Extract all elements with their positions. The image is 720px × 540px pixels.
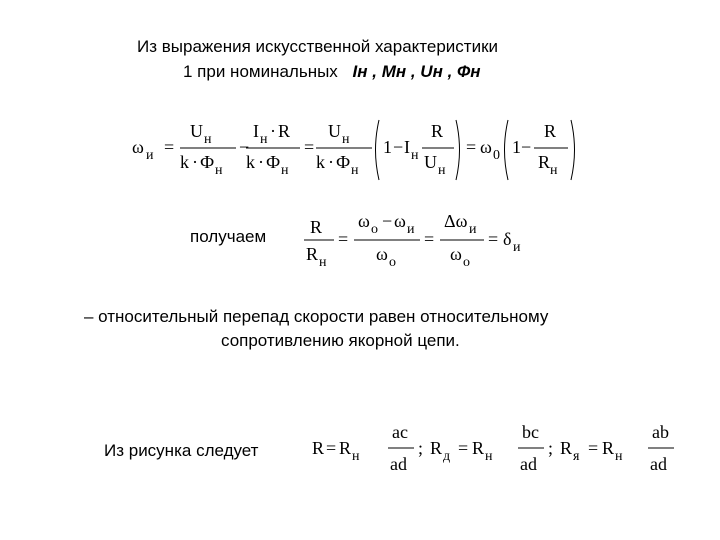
paren-left-1 xyxy=(376,120,380,180)
f2-num-delta-sub: и xyxy=(469,222,477,237)
f3-eq-2: = xyxy=(458,438,469,458)
f2-num-omega0-sub: о xyxy=(371,222,378,237)
f2-delta: δ xyxy=(503,229,512,249)
formula-omega-i xyxy=(128,110,588,190)
frac1-den-k: k xyxy=(180,152,189,172)
frac2-num-sub: н xyxy=(260,132,268,147)
paren-right-2 xyxy=(571,120,575,180)
equals-sign: = xyxy=(164,137,175,157)
omega-sub: и xyxy=(146,148,154,163)
heading-line-2-prefix: 1 при номинальных xyxy=(183,62,338,81)
f2-eq-3: = xyxy=(488,229,499,249)
omega0: ω xyxy=(480,137,492,157)
f2-num-minus: − xyxy=(382,211,393,231)
f3-semi-1: ; xyxy=(418,438,424,458)
f3-frac2-num: bc xyxy=(522,422,539,442)
frac5-den-sub: н xyxy=(550,163,558,178)
paren-left-2 xyxy=(505,120,509,180)
frac5-den-R: R xyxy=(538,152,551,172)
formula-resistances xyxy=(308,418,688,482)
frac2-den-dot: · xyxy=(258,152,264,172)
f3-Rya: R xyxy=(560,438,573,458)
f3-eq-3: = xyxy=(588,438,599,458)
frac3-num-sub: н xyxy=(342,132,350,147)
f2-frac1-den-sub: н xyxy=(319,255,327,270)
equals-sign-2: = xyxy=(304,137,315,157)
f2-den-omega0-sub: о xyxy=(389,255,396,270)
frac2-den-sub: н xyxy=(281,163,289,178)
frac4-den-sub: н xyxy=(438,163,446,178)
frac3-den-k: k xyxy=(316,152,325,172)
statement-line-1: – относительный перепад скорости равен относительному xyxy=(84,307,549,326)
frac1-den-phi: Ф xyxy=(200,152,215,172)
obtain-label: получаем xyxy=(190,227,267,246)
f2-den-omega0: ω xyxy=(376,244,388,264)
f3-frac1-den: ad xyxy=(390,454,407,474)
omega-symbol: ω xyxy=(132,137,144,157)
f3-frac3-num: ab xyxy=(652,422,669,442)
I-n: I xyxy=(404,137,410,157)
frac2-num-dot: · xyxy=(270,121,276,141)
f3-Rya-sub: я xyxy=(573,449,580,464)
f3-Rn-3: R xyxy=(602,438,615,458)
frac3-den-phi: Ф xyxy=(336,152,351,172)
frac2-den-k: k xyxy=(246,152,255,172)
frac2-num-I: I xyxy=(253,121,259,141)
f2-frac1-num: R xyxy=(310,217,323,237)
frac3-den-sub: н xyxy=(351,163,359,178)
f2-num-omegai: ω xyxy=(394,211,406,231)
heading-line-1: Из выражения искусственной характеристики xyxy=(137,37,499,56)
minus-1: − xyxy=(393,137,404,157)
minus-sign: − xyxy=(239,137,250,157)
formula-delta xyxy=(300,205,530,275)
f3-Rn-1: R xyxy=(339,438,352,458)
f3-Rn-3-sub: н xyxy=(615,449,623,464)
f2-eq-1: = xyxy=(338,229,349,249)
f2-num-omega0: ω xyxy=(358,211,370,231)
nominal-params: Iн , Мн , Uн , Фн xyxy=(352,62,481,81)
f2-den-omega0-2: ω xyxy=(450,244,462,264)
heading-line-2 xyxy=(183,62,481,82)
f3-Rn-1-sub: н xyxy=(352,449,360,464)
equals-sign-3: = xyxy=(466,137,477,157)
frac4-den-U: U xyxy=(424,152,437,172)
f3-frac1-num: ac xyxy=(392,422,408,442)
frac1-den-dot: · xyxy=(192,152,198,172)
frac3-den-dot: · xyxy=(328,152,334,172)
statement-line-2: сопротивлению якорной цепи. xyxy=(221,331,460,350)
omega0-sub: 0 xyxy=(493,148,500,163)
from-figure-label: Из рисунка следует xyxy=(104,441,259,460)
f2-delta-sub: и xyxy=(513,240,521,255)
f3-Rd: R xyxy=(430,438,443,458)
f3-Rd-sub: д xyxy=(443,449,451,464)
f3-frac3-den: ad xyxy=(650,454,667,474)
paren-right-1 xyxy=(456,120,460,180)
one-2: 1 xyxy=(512,137,521,157)
f3-semi-2: ; xyxy=(548,438,554,458)
frac2-den-phi: Ф xyxy=(266,152,281,172)
frac1-num-sub: н xyxy=(204,132,212,147)
frac2-num-R: R xyxy=(278,121,291,141)
f3-frac2-den: ad xyxy=(520,454,537,474)
frac5-num-R: R xyxy=(544,121,557,141)
f2-num-omegai-sub: и xyxy=(407,222,415,237)
f2-eq-2: = xyxy=(424,229,435,249)
f3-Rn-2: R xyxy=(472,438,485,458)
f2-frac1-den: R xyxy=(306,244,319,264)
minus-2: − xyxy=(521,137,532,157)
one-1: 1 xyxy=(383,137,392,157)
frac4-num-R: R xyxy=(431,121,444,141)
frac1-den-sub: н xyxy=(215,163,223,178)
frac3-num-U: U xyxy=(328,121,341,141)
I-n-sub: н xyxy=(411,148,419,163)
f3-eq-1: = xyxy=(326,438,337,458)
f3-R: R xyxy=(312,438,325,458)
f2-den-omega0-2-sub: о xyxy=(463,255,470,270)
frac1-num-U: U xyxy=(190,121,203,141)
f2-num-delta-omega: Δω xyxy=(444,211,468,231)
f3-Rn-2-sub: н xyxy=(485,449,493,464)
